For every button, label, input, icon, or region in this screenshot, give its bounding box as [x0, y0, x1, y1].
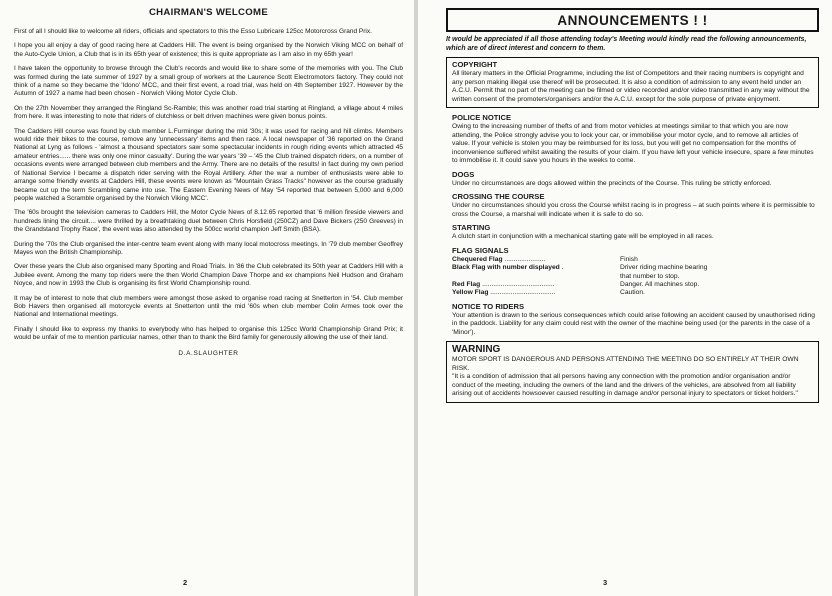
welcome-paragraph: I hope you all enjoy a day of good racing here at Cadders Hill. The event is being organised by the Norwich Viking MCC on behalf of the Auto-Cycle Union, a Club that is in its 65th year of existence; this is quite appropriate as I am also in my 65th year!	[14, 42, 403, 58]
flag-meaning: Finish	[620, 255, 638, 263]
welcome-paragraph: Over these years the Club also organised many Sporting and Road Trials. In '86 the Club celebrated its 50th year at Cadders Hill with a Jubilee event. Among the many top riders were the then World Champion Dave Thorpe and ex champions Neil Hudson and Graham Noyce, and now in 1993 the Club is organising its first World Championship round.	[14, 263, 403, 288]
flag-leader-dots: ......................	[502, 255, 546, 263]
warning-text: "It is a condition of admission that all persons having any connection with the promotion and/or organisation and/or conduct of the meeting, including the owners of the land and the drivers of the vehicles, are absolved from all liability arising out of accidents howsoever caused resulting in damage and/or personal injury to spectators or ticket holders."	[452, 373, 798, 398]
welcome-paragraph: The '60s brought the television cameras to Cadders Hill, the Motor Cycle News of 8.12.65 reported that '6 million fireside viewers and hundreds lining the circuit.... were thrilled by a breathtaking duel between Chris Horsfield (250CZ) and Dave Bickers (250 Greeves) in the Grandstand Trophy Race', the event was also attended by the 500cc world champion Jeff Smith (BSA).	[14, 209, 403, 234]
chairmans-welcome-title: CHAIRMAN'S WELCOME	[148, 7, 269, 18]
welcome-paragraph: On the 27th November they arranged the Ringland Sc-Ramble; this was another road trial starting at Ringland, a village about 4 miles from here. It was interesting to note that riders of clutchless or belt driven machines were given bonus points.	[14, 104, 403, 121]
police-notice-heading: POLICE NOTICE	[452, 113, 512, 123]
welcome-paragraph: I have taken the opportunity to browse through the Club's records and would like to share some of the memories with you. The Club was formed during the late summer of 1927 by a small group of workers at the Laurence Scott Electromotors factory. They could not think of a name so they became the 'Idono' MCC, and their first event, a road trial, was held on 4th September 1927. However by the Autumn of 1927 a name had been chosen - Norwich Viking Motor Cycle Club.	[14, 65, 403, 98]
welcome-paragraph: The Cadders Hill course was found by club member L.Furminger during the mid '30s; it was used for racing and hill climbs. Members would ride their bikes to the course, remove any 'unnecessary' items and then race. A local newspaper of '36 reported on the Grand National at Lyng as follows - 'almost a thousand spectators saw some spectacular incidents in rough riding events which attracted 45 amateur entries...... there was only one minor casualty'. During the war years '39 – '45 the Club trained dispatch riders, on a number of occasions events were arranged between club members and the Army. There are no details of the results! in fact during my own period of National Service I became a dispatch rider serving with the Royal Artillery. After the war a number of enthusiasts were able to arrange some friendly events at Cadders Hill, these events were known as "Mountain Grass Tracks" however as the course gradually became cut up the term Scrambling came into use. The Eastern Evening News of May '54 reported that between 5,000 and 6,000 people watched a Scramble organised by the Norwich Viking MCC'.	[14, 127, 403, 202]
flag-label: Yellow Flag	[452, 289, 489, 297]
notices	[446, 113, 819, 337]
flag-row	[452, 281, 815, 289]
crossing-course-heading: CROSSING THE COURSE	[452, 192, 545, 202]
starting-heading: STARTING	[452, 223, 491, 233]
starting-text: A clutch start in conjunction with a mechanical starting gate will be employed in all races.	[452, 233, 714, 241]
flag-row	[452, 264, 815, 272]
flag-row	[452, 256, 815, 264]
page-number-left: 2	[183, 578, 188, 587]
flag-leader-dots: ...................................	[488, 289, 556, 297]
left-page	[0, 0, 414, 596]
warning-heading: WARNING	[452, 344, 501, 356]
welcome-paragraph: It may be of interest to note that club members were amongst those asked to organise road racing at Snetterton in '54. Club member Bob Havers then organised all motorcycle events at Snetterton until the mid '60s when club member Colin Armes took over the National and International meetings.	[14, 294, 403, 319]
warning-box	[446, 341, 819, 403]
signature: D.A.SLAUGHTER	[178, 349, 239, 357]
flag-label: Chequered Flag	[452, 255, 503, 263]
right-page	[418, 0, 832, 596]
page-number-right: 3	[603, 578, 608, 587]
announcements-title: ANNOUNCEMENTS ! !	[446, 8, 819, 32]
flag-meaning: Caution.	[620, 289, 645, 297]
flag-meaning: Driver riding machine bearing	[620, 264, 708, 272]
flag-signals-heading: FLAG SIGNALS	[452, 245, 509, 255]
welcome-paragraph: First of all I should like to welcome all riders, officials and spectators to this the Esso Lubricare 125cc Motorcross Grand Prix.	[14, 28, 372, 35]
flag-row	[452, 273, 815, 281]
flag-label: Black Flag with number displayed	[452, 264, 560, 272]
crossing-course-text: Under no circumstances should you cross the Course whilst racing is in progress – at such points where it is permissible to cross the Course, a marshal will indicate when it is safe to do so.	[452, 202, 815, 218]
flag-label: Red Flag	[452, 280, 481, 288]
flag-signals-list	[452, 256, 815, 298]
flag-leader-dots: .	[559, 264, 564, 272]
warning-statement: MOTOR SPORT IS DANGEROUS AND PERSONS ATTENDING THE MEETING DO SO ENTIRELY AT THEIR OWN RISK.	[452, 356, 799, 372]
copyright-text: All literary matters in the Official Programme, including the list of Competitors and their racing numbers is copyright and any person making illegal use thereof will be prosecuted. It is also a condition of admission to any event held under an A.C.U. Permit that no part of the meeting can be filmed or video recorded and/or video transmitted in any way without the written consent of the promoters/organisers and/or the A.C.U. except for the sole purpose of private enjoyment.	[452, 70, 810, 103]
announcements-intro: It would be appreciated if all those attending today's Meeting would kindly read the following announcements, which are of direct interest and concern to them.	[446, 36, 807, 52]
dogs-text: Under no circumstances are dogs allowed within the precincts of the Course. This ruling be strictly enforced.	[452, 179, 772, 187]
welcome-paragraph: Finally I should like to express my thanks to everybody who has helped to organise this 125cc World Championship Grand Prix; it would be unfair of me to mention particular names, other than to thank the Bird family for generously allowing the use of their land.	[14, 325, 403, 342]
copyright-box	[446, 57, 819, 108]
flag-row	[452, 289, 815, 297]
welcome-paragraph: During the '70s the Club organised the inter-centre team event along with many local motocross meetings. In '79 club member Geoffrey Mayes won the British Championship.	[14, 240, 403, 256]
police-notice-text: Owing to the increasing number of thefts of and from motor vehicles at meetings similar to that which you are now attending, the Police strongly advise you to lock your car, or immobilise your motor cycle, and to remove all articles of value. If your vehicle is stolen you may be reimbursed for its loss, but you will get no compensation for the months of inconvenience suffered whilst awaiting the results of your claim. If you have left your vehicle insecure, spare a few minutes to immobilise it. It could save you hours in the weeks to come.	[452, 123, 814, 165]
flag-meaning: that number to stop.	[620, 272, 680, 280]
flag-meaning: Danger. All machines stop.	[620, 280, 700, 288]
notice-to-riders-heading: NOTICE TO RIDERS	[452, 301, 525, 311]
copyright-heading: COPYRIGHT	[452, 60, 498, 70]
dogs-heading: DOGS	[452, 169, 475, 179]
notice-to-riders-text: Your attention is drawn to the serious consequences which could arise following an accident caused by unauthorised riding in the paddock. Liability for any claim could rest with the owner of the machine being used (or the parents in the case of a 'Minor').	[452, 311, 815, 336]
flag-leader-dots: .......................................	[480, 280, 555, 288]
